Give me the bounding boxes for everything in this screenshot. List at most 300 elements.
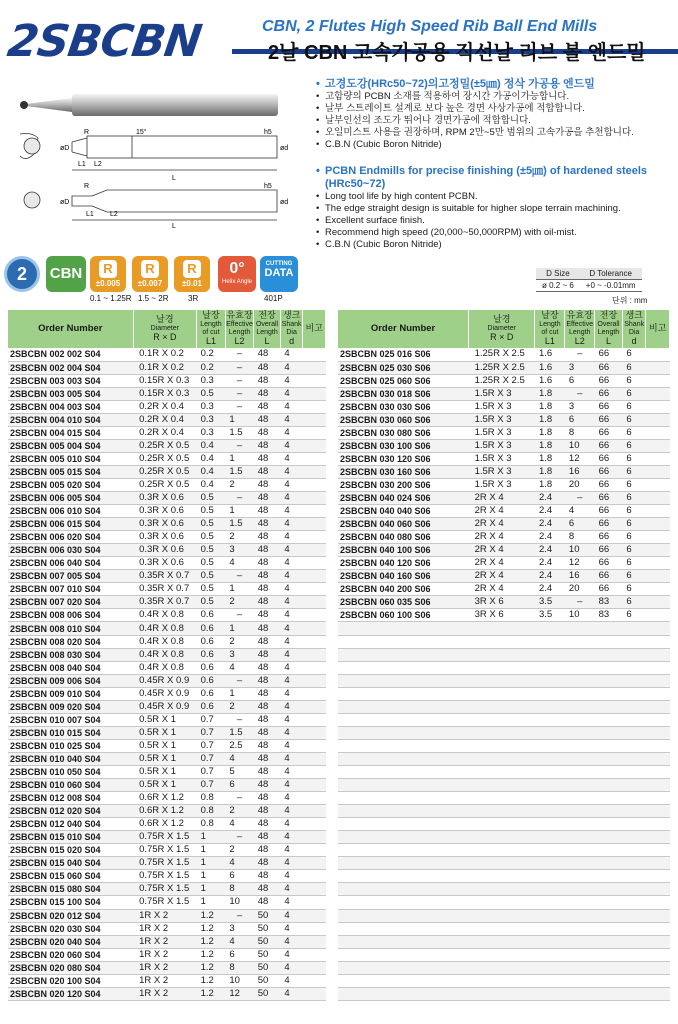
table-row [338,374,670,387]
cell-order-number: 2SBCBN 020 100 S04 [8,974,133,987]
tol-col-tolerance: D Tolerance [580,268,642,280]
cell-empty [622,674,646,687]
cell-diameter: 0.2R X 0.4 [133,400,197,413]
cell-empty [565,752,595,765]
cell-overall-length: 48 [254,478,281,491]
table-row [8,544,326,557]
cell-diameter: 0.75R X 1.5 [133,883,197,896]
cell-shank-dia: 6 [622,413,646,426]
cell-empty [622,622,646,635]
col-effective-length: 유효장 Effective Length L2 [226,310,253,346]
table-row [8,831,326,844]
cell-empty [595,818,623,831]
cell-overall-length: 66 [595,400,623,413]
cell-overall-length: 48 [254,505,281,518]
col-effective-length-r: 유효장 Effective Length L2 [566,310,594,346]
cell-effective-length: – [225,387,253,400]
cell-note [303,465,326,478]
cell-overall-length: 66 [595,478,623,491]
feature-en-1: • Long tool life by high content PCBN. [316,191,668,203]
cell-empty [535,792,565,805]
cell-length-of-cut: 1.2 [197,909,226,922]
cell-empty [622,661,646,674]
cell-diameter: 0.25R X 0.5 [133,439,197,452]
cell-empty [338,909,469,922]
table-row [8,766,326,779]
cell-order-number: 2SBCBN 025 016 S06 [338,348,469,361]
cell-empty [338,648,469,661]
table-row [338,596,670,609]
table-row [338,348,670,361]
material-icon: CBN [46,256,86,292]
cell-order-number: 2SBCBN 008 030 S04 [8,648,133,661]
cell-overall-length: 66 [595,439,623,452]
cell-effective-length: 1.5 [225,726,253,739]
table-row [338,531,670,544]
cell-note [303,609,326,622]
cell-empty [535,922,565,935]
cell-diameter: 3R X 6 [469,609,535,622]
cell-shank-dia: 4 [280,687,303,700]
table-row [338,361,670,374]
cell-length-of-cut: 1 [197,870,226,883]
cell-note [303,739,326,752]
cell-length-of-cut: 0.6 [197,648,226,661]
cell-empty [469,818,535,831]
cell-empty [565,766,595,779]
cell-empty [469,739,535,752]
cell-note [303,700,326,713]
cell-order-number: 2SBCBN 010 025 S04 [8,739,133,752]
cell-order-number: 2SBCBN 020 080 S04 [8,961,133,974]
cell-order-number: 2SBCBN 040 100 S06 [338,544,469,557]
cell-empty [338,818,469,831]
cell-overall-length: 66 [595,452,623,465]
table-row [8,779,326,792]
col-note: 비고 [303,310,326,348]
dimension-drawing-2 [12,180,298,230]
cell-order-number: 2SBCBN 030 100 S06 [338,439,469,452]
cell-length-of-cut: 0.7 [197,779,226,792]
cell-length-of-cut: 1.2 [197,961,226,974]
cell-overall-length: 48 [254,726,281,739]
label-r: R [84,129,90,136]
cell-diameter: 0.75R X 1.5 [133,896,197,909]
tagline-korean: 2날 CBN 고속가공용 직선날 리브 볼 엔드밀 [268,42,646,64]
cell-empty [595,779,623,792]
cell-order-number: 2SBCBN 060 100 S06 [338,609,469,622]
cell-note [303,687,326,700]
cell-note [303,348,326,361]
cell-empty [622,896,646,909]
cell-note [303,805,326,818]
cell-empty [646,961,670,974]
cell-empty [595,948,623,961]
cell-effective-length: 2 [225,700,253,713]
cell-order-number: 2SBCBN 012 020 S04 [8,805,133,818]
cell-shank-dia: 4 [280,870,303,883]
cell-overall-length: 48 [254,583,281,596]
table-row-empty [338,713,670,726]
cell-order-number: 2SBCBN 010 007 S04 [8,713,133,726]
table-row [8,961,326,974]
cell-diameter: 0.3R X 0.6 [133,492,197,505]
cell-length-of-cut: 0.6 [197,622,226,635]
cell-overall-length: 48 [254,766,281,779]
cell-effective-length: 3 [225,648,253,661]
cell-length-of-cut: 0.8 [197,792,226,805]
cell-shank-dia: 4 [280,557,303,570]
cell-empty [622,831,646,844]
cell-effective-length: 10 [225,896,253,909]
cell-shank-dia: 4 [280,505,303,518]
cell-empty [622,687,646,700]
cell-shank-dia: 4 [280,648,303,661]
table-row [8,792,326,805]
cell-empty [622,739,646,752]
cell-diameter: 1.5R X 3 [469,387,535,400]
cell-overall-length: 66 [595,374,623,387]
cell-overall-length: 48 [254,896,281,909]
cell-shank-dia: 6 [622,518,646,531]
cell-empty [622,987,646,1000]
cell-order-number: 2SBCBN 020 120 S04 [8,987,133,1000]
table-row [8,609,326,622]
feature-en-3: • Excellent surface finish. [316,215,668,227]
cell-order-number: 2SBCBN 012 008 S04 [8,792,133,805]
cell-shank-dia: 4 [280,700,303,713]
cell-length-of-cut: 0.6 [197,674,226,687]
cell-order-number: 2SBCBN 030 080 S06 [338,426,469,439]
cell-empty [565,844,595,857]
cell-empty [622,857,646,870]
cell-overall-length: 48 [254,348,281,361]
table-row-empty [338,700,670,713]
cell-empty [535,831,565,844]
cell-empty [535,818,565,831]
cell-order-number: 2SBCBN 005 020 S04 [8,478,133,491]
table-row-empty [338,661,670,674]
cell-empty [469,635,535,648]
cell-empty [565,739,595,752]
cell-overall-length: 50 [254,961,281,974]
table-row [8,674,326,687]
cell-length-of-cut: 1 [197,883,226,896]
cell-note [303,583,326,596]
cell-shank-dia: 6 [622,465,646,478]
cell-shank-dia: 4 [280,400,303,413]
cell-overall-length: 48 [254,752,281,765]
cell-order-number: 2SBCBN 009 006 S04 [8,674,133,687]
cell-empty [469,752,535,765]
cell-shank-dia: 6 [622,544,646,557]
cell-diameter: 0.3R X 0.6 [133,557,197,570]
cell-effective-length: 4 [225,661,253,674]
cell-empty [622,948,646,961]
cell-note [303,648,326,661]
table-row [8,987,326,1000]
cell-empty [535,687,565,700]
cell-empty [646,648,670,661]
table-row-empty [338,622,670,635]
cell-length-of-cut: 1.2 [197,948,226,961]
cell-empty [622,961,646,974]
cell-empty [646,818,670,831]
cell-note [303,674,326,687]
cell-empty [469,857,535,870]
cell-order-number: 2SBCBN 006 030 S04 [8,544,133,557]
cell-note [303,974,326,987]
table-row [338,426,670,439]
cell-empty [535,726,565,739]
cell-diameter: 1R X 2 [133,987,197,1000]
cell-diameter: 0.3R X 0.6 [133,531,197,544]
cell-order-number: 2SBCBN 030 030 S06 [338,400,469,413]
cell-overall-length: 50 [254,935,281,948]
cell-empty [535,752,565,765]
cell-overall-length: 66 [595,544,623,557]
cell-length-of-cut: 2.4 [535,583,565,596]
cell-shank-dia: 4 [280,348,303,361]
cell-empty [646,870,670,883]
cell-overall-length: 48 [254,805,281,818]
cell-effective-length: 2 [225,531,253,544]
cell-overall-length: 83 [595,596,623,609]
table-row [338,387,670,400]
cell-order-number: 2SBCBN 008 040 S04 [8,661,133,674]
cell-length-of-cut: 0.7 [197,726,226,739]
cell-diameter: 0.25R X 0.5 [133,465,197,478]
cell-shank-dia: 6 [622,387,646,400]
cell-empty [565,870,595,883]
cell-order-number: 2SBCBN 008 006 S04 [8,609,133,622]
cell-note [303,439,326,452]
table-row [8,439,326,452]
cell-length-of-cut: 0.8 [197,805,226,818]
cell-effective-length: 10 [565,439,595,452]
cell-empty [595,844,623,857]
label-L: L [172,175,176,182]
cell-diameter: 0.4R X 0.8 [133,648,197,661]
flutes-icon: 2 [4,256,40,292]
cell-note [646,609,670,622]
cell-empty [595,909,623,922]
cell-length-of-cut: 0.8 [197,818,226,831]
cell-empty [469,766,535,779]
col-order-number: Order Number [8,310,133,348]
cell-overall-length: 66 [595,570,623,583]
table-row [338,400,670,413]
tagline-english: CBN, 2 Flutes High Speed Rib Ball End Mills [262,18,598,35]
cell-note [646,596,670,609]
label-L-2: L [172,223,176,230]
cell-overall-length: 48 [254,831,281,844]
col-overall-length: 전장 Overall Length L [254,310,281,348]
cell-note [303,948,326,961]
cell-order-number: 2SBCBN 040 200 S06 [338,583,469,596]
cell-diameter: 1.5R X 3 [469,400,535,413]
cell-overall-length: 48 [254,452,281,465]
cell-shank-dia: 4 [280,857,303,870]
cell-empty [646,635,670,648]
cell-order-number: 2SBCBN 012 040 S04 [8,818,133,831]
caption-r2: 1.5 ~ 2R [138,294,169,303]
cell-empty [646,726,670,739]
cell-diameter: 0.5R X 1 [133,726,197,739]
cell-overall-length: 48 [254,531,281,544]
cell-shank-dia: 6 [622,426,646,439]
cell-note [303,883,326,896]
cell-empty [535,974,565,987]
table-row-empty [338,883,670,896]
cell-length-of-cut: 0.5 [197,583,226,596]
cell-length-of-cut: 0.4 [197,439,226,452]
table-row [8,844,326,857]
table-row [8,870,326,883]
cell-order-number: 2SBCBN 004 010 S04 [8,413,133,426]
cell-note [303,857,326,870]
cell-empty [535,896,565,909]
cell-order-number: 2SBCBN 010 050 S04 [8,766,133,779]
cell-effective-length: 2 [225,596,253,609]
cell-empty [338,713,469,726]
cell-overall-length: 66 [595,465,623,478]
cell-note [646,570,670,583]
col-length-of-cut-r: 날장 Length of cut L1 [535,310,565,348]
cell-note [303,544,326,557]
cell-effective-length: 10 [565,544,595,557]
cell-overall-length: 66 [595,518,623,531]
cell-empty [622,726,646,739]
cell-empty [469,726,535,739]
cell-diameter: 1R X 2 [133,948,197,961]
cell-effective-length: – [565,387,595,400]
cell-note [303,531,326,544]
table-row-empty [338,909,670,922]
table-row [8,883,326,896]
table-row [8,348,326,361]
cell-diameter: 0.45R X 0.9 [133,674,197,687]
table-row-empty [338,752,670,765]
table-row-empty [338,935,670,948]
cell-note [303,557,326,570]
table-row [8,570,326,583]
cell-diameter: 2R X 4 [469,557,535,570]
cell-empty [595,974,623,987]
cell-empty [469,779,535,792]
cell-order-number: 2SBCBN 015 100 S04 [8,896,133,909]
table-row [8,974,326,987]
cell-empty [535,739,565,752]
cell-empty [565,909,595,922]
table-row-empty [338,922,670,935]
feature-list [316,78,668,251]
cell-effective-length: 12 [225,987,253,1000]
cell-order-number: 2SBCBN 040 080 S06 [338,531,469,544]
cell-shank-dia: 4 [280,374,303,387]
feature-head-en: • PCBN Endmills for precise finishing (±5㎛) of hardened steels (HRc50~72) [316,165,668,191]
cell-order-number: 2SBCBN 006 040 S04 [8,557,133,570]
cell-shank-dia: 4 [280,883,303,896]
cell-overall-length: 48 [254,544,281,557]
label-L1-2: L1 [86,211,94,218]
cell-empty [338,922,469,935]
table-row [8,857,326,870]
cell-order-number: 2SBCBN 015 010 S04 [8,831,133,844]
feature-ko-5: • C.B.N (Cubic Boron Nitride) [316,139,668,151]
cell-empty [338,622,469,635]
cell-effective-length: 6 [225,870,253,883]
cell-length-of-cut: 2.4 [535,570,565,583]
cell-order-number: 2SBCBN 060 035 S06 [338,596,469,609]
cell-overall-length: 48 [254,635,281,648]
cell-order-number: 2SBCBN 040 040 S06 [338,505,469,518]
col-note-r: 비고 [646,310,670,348]
cell-note [303,570,326,583]
cutting-data-icon[interactable]: CUTTING DATA [260,256,298,292]
cell-empty [622,792,646,805]
cell-diameter: 1R X 2 [133,935,197,948]
cell-empty [338,674,469,687]
cell-empty [622,974,646,987]
cell-empty [565,779,595,792]
cell-empty [595,935,623,948]
cell-diameter: 1.25R X 2.5 [469,348,535,361]
cell-shank-dia: 4 [280,779,303,792]
table-row-empty [338,948,670,961]
cell-note [303,492,326,505]
cell-effective-length: 6 [565,518,595,531]
cell-shank-dia: 4 [280,570,303,583]
cell-diameter: 0.25R X 0.5 [133,478,197,491]
cell-empty [565,687,595,700]
cell-empty [646,674,670,687]
cell-effective-length: 1.5 [225,518,253,531]
cell-note [303,961,326,974]
cell-diameter: 0.15R X 0.3 [133,374,197,387]
cell-empty [595,687,623,700]
table-row-empty [338,779,670,792]
cell-note [303,596,326,609]
cell-effective-length: 12 [565,557,595,570]
cell-length-of-cut: 1 [197,896,226,909]
cell-overall-length: 48 [254,387,281,400]
cell-note [646,361,670,374]
cell-empty [535,674,565,687]
table-row [8,426,326,439]
cell-empty [565,635,595,648]
feature-en-2: • The edge straight design is suitable for higher slope terrain machining. [316,203,668,215]
cell-diameter: 0.75R X 1.5 [133,844,197,857]
cell-empty [646,766,670,779]
cell-length-of-cut: 2.4 [535,492,565,505]
cell-empty [595,831,623,844]
cell-length-of-cut: 0.3 [197,374,226,387]
cell-empty [338,687,469,700]
cell-empty [622,909,646,922]
table-row [8,752,326,765]
cell-diameter: 2R X 4 [469,570,535,583]
cell-order-number: 2SBCBN 020 060 S04 [8,948,133,961]
cell-shank-dia: 6 [622,452,646,465]
cell-length-of-cut: 0.4 [197,452,226,465]
cell-shank-dia: 4 [280,713,303,726]
cell-effective-length: 2.5 [225,739,253,752]
feature-ko-3: • 날부인선의 조도가 뛰어나 경면가공에 적합합니다. [316,115,668,127]
cell-overall-length: 66 [595,505,623,518]
cell-effective-length: – [225,909,253,922]
cell-shank-dia: 6 [622,609,646,622]
